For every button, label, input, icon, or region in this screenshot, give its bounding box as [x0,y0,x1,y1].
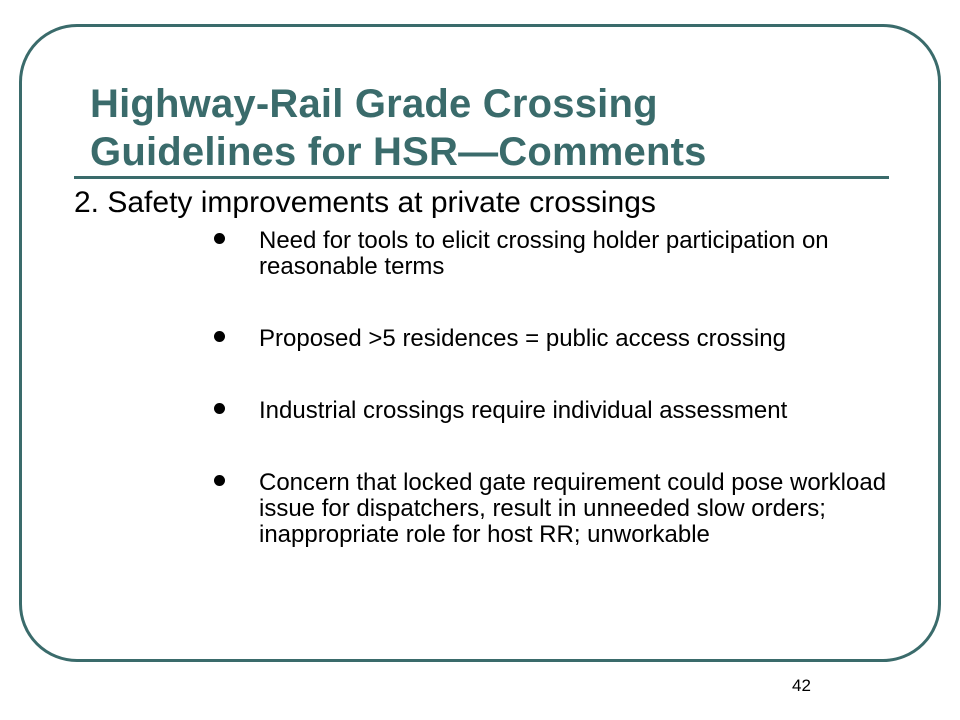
bullet-text: Industrial crossings require individual assessment [259,397,788,424]
bullet-item [200,398,920,424]
bullet-item [200,326,920,352]
bullet-item [200,228,920,280]
bullet-dot-icon [214,233,225,244]
slide-title-line-2: Guidelines for HSR—Comments [90,130,707,174]
bullet-list [200,228,920,548]
bullet-text: Proposed >5 residences = public access crossing [259,325,786,352]
bullet-text: Need for tools to elicit crossing holder participation on reasonable terms [259,227,829,280]
bullet-dot-icon [214,403,225,414]
slide-title-line-1: Highway-Rail Grade Crossing [90,82,658,126]
page-number: 42 [792,676,811,695]
section-heading: 2. Safety improvements at private crossings [74,186,656,219]
title-divider [74,176,889,179]
bullet-text: Concern that locked gate requirement could pose workload issue for dispatchers, result in unneeded slow orders; inappropriate role for host RR; unworkable [259,469,887,548]
bullet-dot-icon [214,331,225,342]
slide-title [90,80,707,176]
bullet-item [200,470,920,548]
bullet-dot-icon [214,475,225,486]
